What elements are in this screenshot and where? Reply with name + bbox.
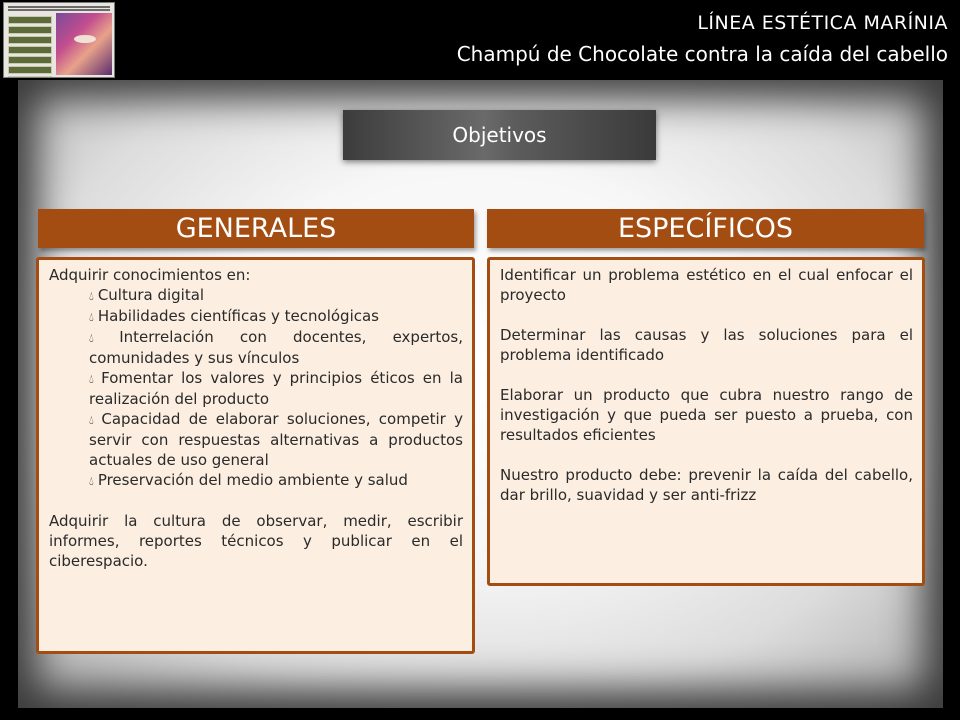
page-subtitle: Champú de Chocolate contra la caída del cabello xyxy=(456,42,948,66)
list-item: 💧︎ Cultura digital xyxy=(89,286,205,304)
list-item: 💧︎ Interrelación con docentes, expertos, comunidades y sus vínculos xyxy=(89,328,463,367)
section-label-objetivos: Objetivos xyxy=(343,110,656,160)
especificos-item: Determinar las causas y las soluciones para el problema identificado xyxy=(500,326,913,364)
thumbnail-title-lines xyxy=(8,5,110,11)
header-bar xyxy=(0,0,960,80)
drop-bullet-icon: 💧︎ xyxy=(89,289,94,303)
generales-box xyxy=(36,257,475,654)
especificos-heading: ESPECÍFICOS xyxy=(487,209,924,248)
especificos-item: Identificar un problema estético en el cual enfocar el proyecto xyxy=(500,266,913,304)
generales-bullet-list xyxy=(49,285,463,491)
brand-title: LÍNEA ESTÉTICA MARÍNIA xyxy=(697,12,948,34)
especificos-item: Elaborar un producto que cubra nuestro rango de investigación y que pueda ser puesto a prueba, con resultados eficientes xyxy=(500,386,913,444)
drop-bullet-icon: 💧︎ xyxy=(89,474,94,488)
list-item: 💧︎ Preservación del medio ambiente y salud xyxy=(89,471,408,489)
drop-bullet-icon: 💧︎ xyxy=(89,372,98,386)
especificos-item: Nuestro producto debe: prevenir la caída del cabello, dar brillo, suavidad y ser anti-frizz xyxy=(500,466,913,504)
list-item: 💧︎ Capacidad de elaborar soluciones, competir y servir con respuestas alternativas a productos actuales de uso general xyxy=(89,410,463,469)
generales-intro: Adquirir conocimientos en: xyxy=(49,266,251,284)
drop-bullet-icon: 💧︎ xyxy=(89,413,98,427)
generales-closing: Adquirir la cultura de observar, medir, escribir informes, reportes técnicos y publicar en el ciberespacio. xyxy=(49,512,463,570)
generales-heading: GENERALES xyxy=(38,209,474,248)
list-item: 💧︎ Habilidades científicas y tecnológicas xyxy=(89,307,379,325)
thumbnail-menu xyxy=(8,16,52,78)
site-thumbnail-image[interactable] xyxy=(3,2,115,78)
list-item: 💧︎ Fomentar los valores y principios éticos en la realización del producto xyxy=(89,369,463,408)
thumbnail-face-image xyxy=(56,13,112,75)
drop-bullet-icon: 💧︎ xyxy=(89,310,94,324)
drop-bullet-icon: 💧︎ xyxy=(89,331,116,345)
especificos-box xyxy=(487,257,925,586)
